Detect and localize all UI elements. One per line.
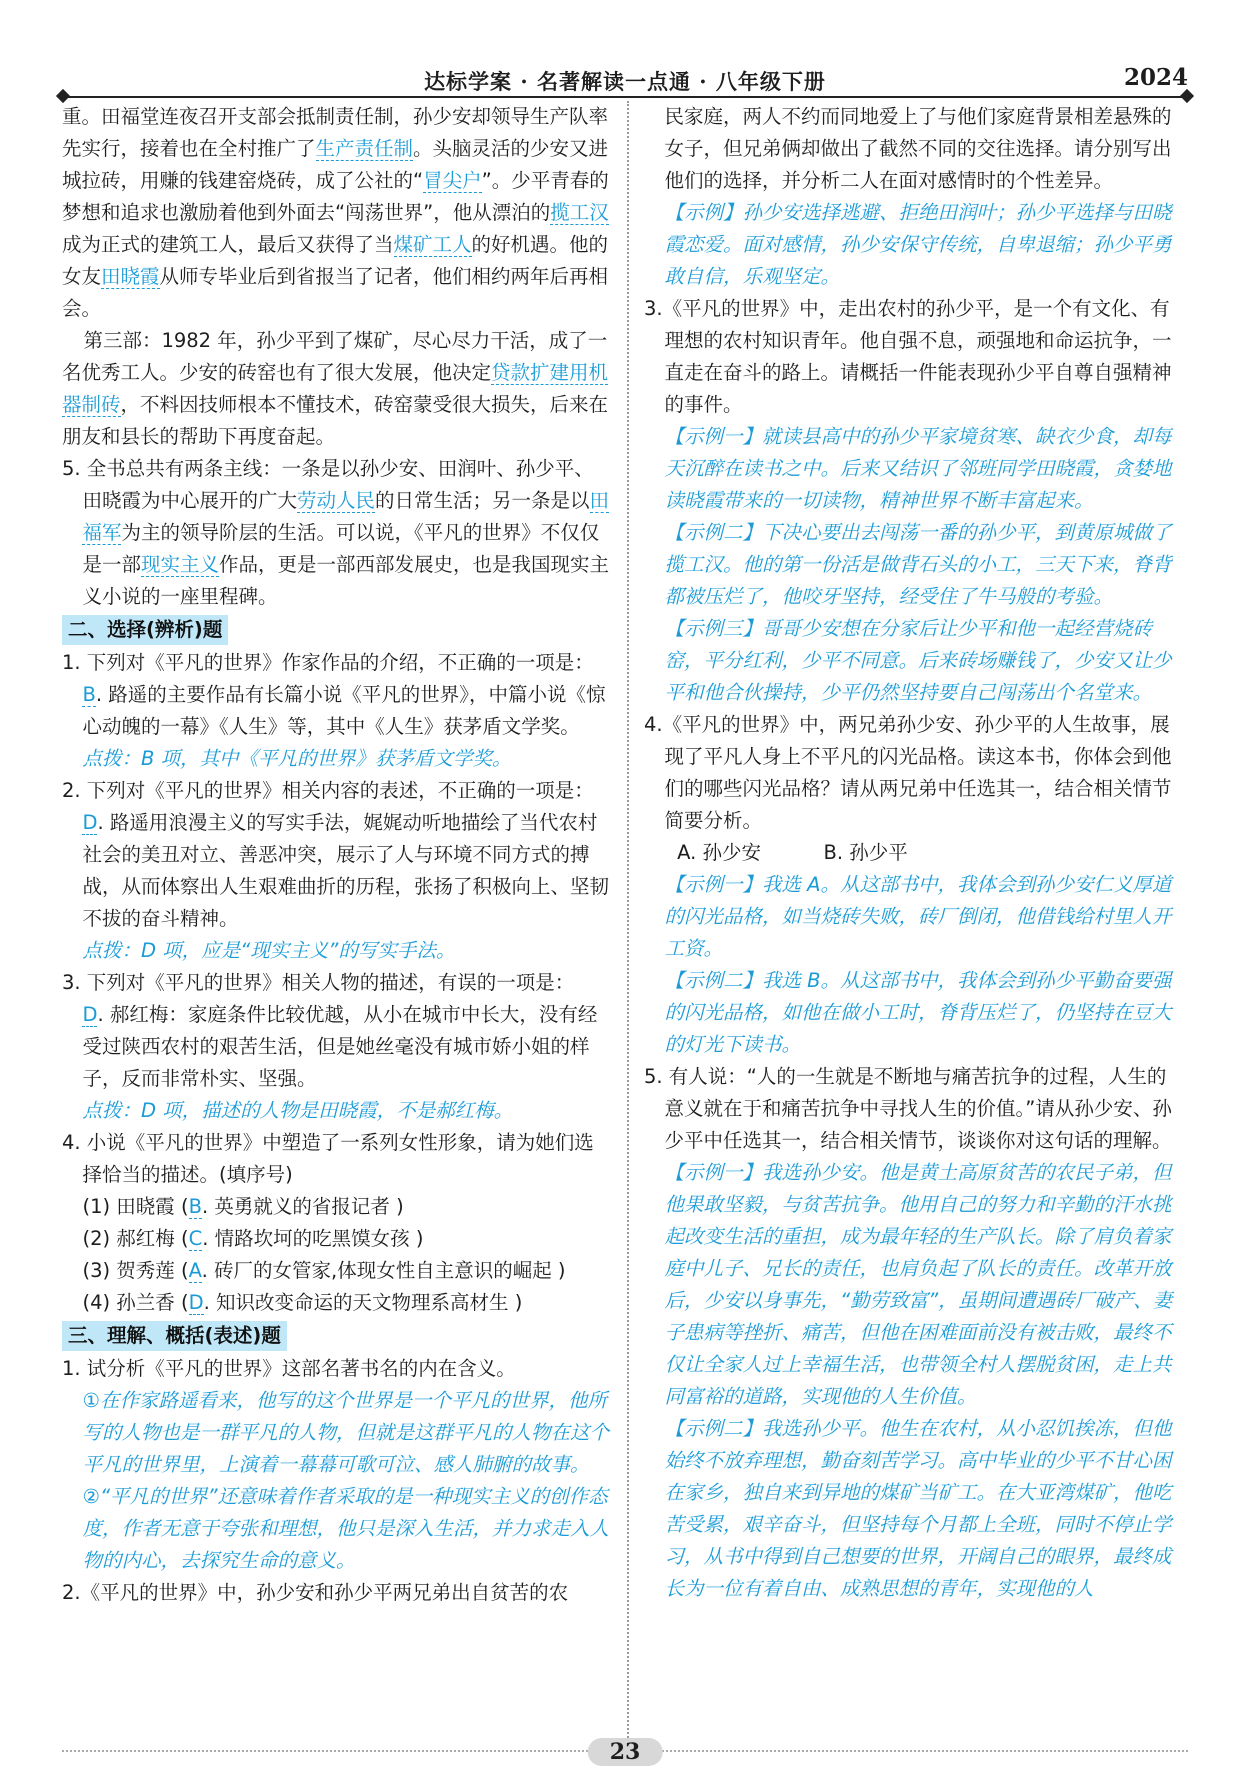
section-heading-summary: 三、理解、概括(表述)题: [62, 1321, 287, 1351]
page-footer: [62, 1738, 1188, 1768]
plot-paragraph-3: 第三部：1982 年，孙少平到了煤矿，尽心尽力干活，成了一名优秀工人。少安的砖窑也有了很大发展，他决定贷款扩建用机器制砖，不料因技师根本不懂技术，砖窑蒙受很大损失，后来在朋友和县长的帮助下再度奋起。: [62, 329, 609, 448]
choice-q4: 4. 小说《平凡的世界》中塑造了一系列女性形象，请为她们选择恰当的描述。(填序号): [62, 1131, 594, 1186]
summary-q3: 3.《平凡的世界》中，走出农村的孙少平，是一个有文化、有理想的农村知识青年。他自强不息，顽强地和命运抗争，一直走在奋斗的路上。请概括一件能表现孙少平自尊自强精神的事件。: [644, 297, 1172, 416]
summary-q3-example-3: 【示例三】哥哥少安想在分家后让少平和他一起经营烧砖窑，平分红利，少平不同意。后来砖场赚钱了，少安又让少平和他合伙操持，少平仍然坚持要自己闯荡出个名堂来。: [664, 617, 1172, 704]
summary-q2: 2.《平凡的世界》中，孙少安和孙少平两兄弟出自贫苦的农: [62, 1581, 569, 1604]
summary-q4: 4.《平凡的世界》中，两兄弟孙少安、孙少平的人生故事，展现了平凡人身上不平凡的闪光品格。读这本书，你体会到他们的哪些闪光品格？请从两兄弟中任选其一，结合相关情节简要分析。: [644, 713, 1172, 832]
year-label: 2024: [1123, 64, 1188, 91]
choice-q4-item: (3) 贺秀莲 (A. 砖厂的女管家,体现女性自主意识的崛起 ): [82, 1259, 566, 1282]
summary-q5: 5. 有人说：“人的一生就是不断地与痛苦抗争的过程，人生的意义就在于和痛苦抗争中寻找人生的价值。”请从孙少安、孙少平中任选其一，结合相关情节，谈谈你对这句话的理解。: [644, 1065, 1172, 1152]
choice-q1-tip: 点拨：B 项，其中《平凡的世界》获茅盾文学奖。: [82, 747, 512, 770]
choice-q4-item: (1) 田晓霞 (B. 英勇就义的省报记者 ): [82, 1195, 404, 1218]
choice-q2-option: D. 路遥用浪漫主义的写实手法，娓娓动听地描绘了当代农村社会的美丑对立、善恶冲突，展示了人与环境不同方式的搏战，从而体察出人生艰难曲折的历程，张扬了积极向上、坚韧不拔的奋斗精神。: [82, 811, 609, 930]
right-column: [644, 101, 1184, 1605]
summary-q1-answer: ①在作家路遥看来，他写的这个世界是一个平凡的世界，他所写的人物也是一群平凡的人物，但就是这群平凡的人物在这个平凡的世界里，上演着一幕幕可歌可泣、感人肺腑的故事。②“平凡的世界”还意味着作者采取的是一种现实主义的创作态度，作者无意于夸张和理想，他只是深入生活，并力求走入人物的内心，去探究生命的意义。: [82, 1389, 609, 1572]
section-heading-choice: 二、选择(辨析)题: [62, 615, 228, 645]
choice-q4-item: (2) 郝红梅 (C. 情路坎坷的吃黑馍女孩 ): [82, 1227, 424, 1250]
summary-q3-example-1: 【示例一】就读县高中的孙少平家境贫寒、缺衣少食，却每天沉醉在读书之中。后来又结识了邻班同学田晓霞，贪婪地读晓霞带来的一切读物，精神世界不断丰富起来。: [664, 425, 1172, 512]
page-number: 23: [588, 1738, 663, 1766]
choice-q2-tip: 点拨：D 项，应是“现实主义”的写实手法。: [82, 939, 456, 962]
fill-item-5: 5. 全书总共有两条主线：一条是以孙少安、田润叶、孙少平、田晓霞为中心展开的广大劳动人民的日常生活；另一条是以田福军为主的领导阶层的生活。可以说，《平凡的世界》不仅仅是一部现实主义作品，更是一部西部发展史，也是我国现实主义小说的一座里程碑。: [62, 457, 610, 608]
summary-q3-example-2: 【示例二】下决心要出去闯荡一番的孙少平，到黄原城做了揽工汉。他的第一份活是做背石头的小工，三天下来，脊背都被压烂了，他咬牙坚持，经受住了牛马般的考验。: [664, 521, 1172, 608]
choice-q3-option: D. 郝红梅：家庭条件比较优越，从小在城市中长大，没有经受过陕西农村的艰苦生活，但是她丝毫没有城市娇小姐的样子，反而非常朴实、坚强。: [82, 1003, 598, 1090]
left-column: [62, 101, 610, 1609]
choice-q3: 3. 下列对《平凡的世界》相关人物的描述，有误的一项是：: [62, 971, 575, 994]
choice-q1-option: B. 路遥的主要作品有长篇小说《平凡的世界》，中篇小说《惊心动魄的一幕》《人生》等，其中《人生》获茅盾文学奖。: [82, 683, 606, 738]
choice-q4-item: (4) 孙兰香 (D. 知识改变命运的天文物理系高材生 ): [82, 1291, 523, 1314]
choice-q1: 1. 下列对《平凡的世界》作家作品的介绍，不正确的一项是：: [62, 651, 594, 674]
choice-q2: 2. 下列对《平凡的世界》相关内容的表述，不正确的一项是：: [62, 779, 594, 802]
summary-q5-example-2: 【示例二】我选孙少平。他生在农村，从小忍饥挨冻，但他始终不放弃理想，勤奋刻苦学习。高中毕业的少平不甘心困在家乡，独自来到异地的煤矿当矿工。在大亚湾煤矿，他吃苦受累，艰辛奋斗，但坚持每个月都上全班，同时不停止学习，从书中得到自己想要的世界，开阔自己的眼界，最终成长为一位有着自由、成熟思想的青年，实现他的人: [664, 1417, 1172, 1600]
summary-q4-example-2: 【示例二】我选 B。从这部书中，我体会到孙少平勤奋要强的闪光品格，如他在做小工时，脊背压烂了，仍坚持在豆大的灯光下读书。: [664, 969, 1172, 1056]
summary-q5-example-1: 【示例一】我选孙少安。他是黄土高原贫苦的农民子弟，但他果敢坚毅，与贫苦抗争。他用自己的努力和辛勤的汗水挑起改变生活的重担，成为最年轻的生产队长。除了肩负着家庭中儿子、兄长的责任，也肩负起了队长的责任。改革开放后，少安以身事先，“勤劳致富”，虽期间遭遇砖厂破产、妻子患病等挫折、痛苦，但他在困难面前没有被击败，最终不仅让全家人过上幸福生活，也带领全村人摆脱贫困，走上共同富裕的道路，实现他的人生价值。: [664, 1161, 1173, 1408]
summary-q2-continued: 民家庭，两人不约而同地爱上了与他们家庭背景相差悬殊的女子，但兄弟俩却做出了截然不同的交往选择。请分别写出他们的选择，并分析二人在面对感情时的个性差异。: [664, 105, 1172, 192]
plot-paragraph-2: 重。田福堂连夜召开支部会抵制责任制，孙少安却领导生产队率先实行，接着也在全村推广了生产责任制。头脑灵活的少安又进城拉砖，用赚的钱建窑烧砖，成了公社的“冒尖户”。少平青春的梦想和追求也激励着他到外面去“闯荡世界”，他从漂泊的揽工汉成为正式的建筑工人，最后又获得了当煤矿工人的好机遇。他的女友田晓霞从师专毕业后到省报当了记者，他们相约两年后再相会。: [62, 105, 609, 320]
header-rule: [62, 96, 1188, 98]
summary-q2-answer: 【示例】孙少安选择逃避、拒绝田润叶；孙少平选择与田晓霞恋爱。面对感情，孙少安保守传统，自卑退缩；孙少平勇敢自信，乐观坚定。: [664, 201, 1172, 288]
summary-q1: 1. 试分析《平凡的世界》这部名著书名的内在含义。: [62, 1357, 516, 1380]
choice-q3-tip: 点拨：D 项，描述的人物是田晓霞，不是郝红梅。: [82, 1099, 514, 1122]
column-divider: [627, 101, 629, 1741]
summary-q4-example-1: 【示例一】我选 A。从这部书中，我体会到孙少安仁义厚道的闪光品格，如当烧砖失败，砖厂倒闭，他借钱给村里人开工资。: [664, 873, 1172, 960]
page-header: [62, 66, 1188, 96]
book-title: 达标学案 · 名著解读一点通 · 八年级下册: [424, 69, 826, 94]
summary-q4-options: A. 孙少安 B. 孙少平: [677, 841, 908, 864]
